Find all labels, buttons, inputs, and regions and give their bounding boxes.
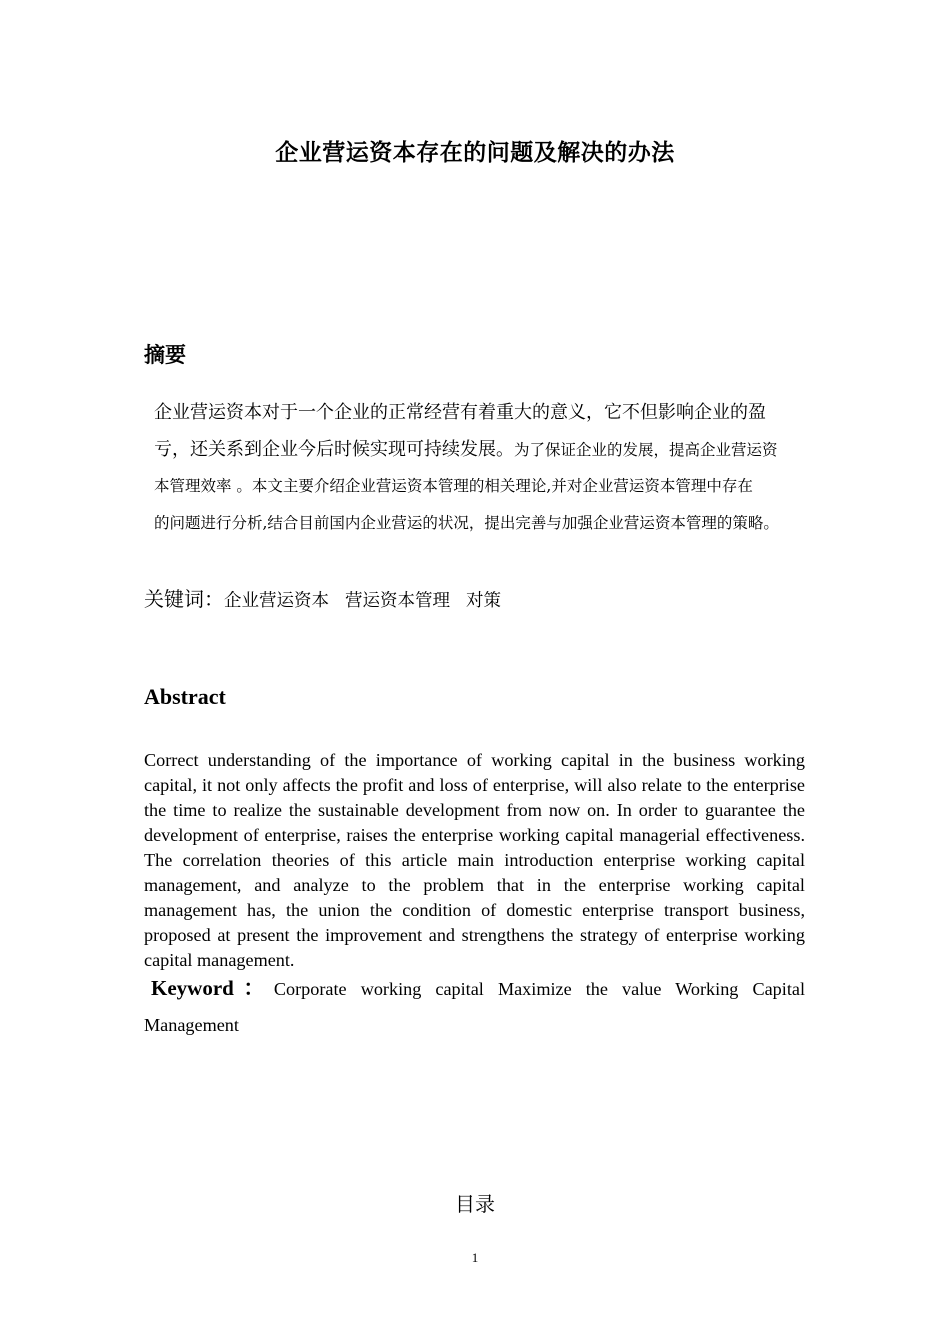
page-number: 1 (471, 1250, 479, 1265)
keywords-cn-label: 关键词： (144, 587, 224, 611)
keyword-cn-item: 营运资本管理 (345, 591, 450, 611)
document-title: 企业营运资本存在的问题及解决的办法 (275, 140, 675, 166)
abstract-cn-line (154, 471, 819, 508)
keywords-en-text: Corporate working capital Maximize the value Working Capital Management (144, 979, 805, 1035)
keyword-cn-item: 企业营运资本 (224, 591, 329, 611)
abstract-cn-body (154, 398, 819, 544)
abstract-cn-heading: 摘要 (144, 343, 186, 367)
abstract-cn-text-large: 企业营运资本对于一个企业的正常经营有着重大的意义，它不但影响企业的盈 (154, 402, 766, 423)
abstract-cn-text-small: 的问题进行分析,结合目前国内企业营运的状况，提出完善与加强企业营运资本管理的策略。 (154, 513, 779, 532)
abstract-cn-line (154, 398, 819, 435)
abstract-cn-line (154, 435, 819, 472)
keywords-en (144, 970, 805, 1043)
abstract-cn-text-small: 本管理效率 。本文主要介绍企业营运资本管理的相关理论,并对企业营运资本管理中存在 (154, 477, 753, 495)
keyword-cn-item: 对策 (466, 591, 501, 611)
abstract-en-body: Correct understanding of the importance of working capital in the business working capital, it not only affects the profit and loss of enterprise, will also relate to the enterprise the time to realize the sustainable development from now on. In order to guarantee the development of enterprise, raises the enterprise working capital managerial effectiveness. The correlation theories of this article main introduction enterprise working capital management, and analyze to the problem that in the enterprise working capital management has, the union the condition of domestic enterprise transport business, proposed at present the improvement and strengthens the strategy of enterprise working capital management. (144, 750, 805, 970)
toc-heading: 目录 (455, 1192, 495, 1216)
abstract-cn-text-small: 为了保证企业的发展，提高企业营运资 (514, 440, 778, 459)
keywords-cn (144, 583, 517, 612)
abstract-en-heading: Abstract (144, 684, 226, 709)
abstract-cn-text-large: 亏，还关系到企业今后时候实现可持续发展。 (154, 438, 514, 460)
abstract-cn-line (154, 508, 819, 545)
keywords-en-label: Keyword： (151, 976, 274, 1000)
